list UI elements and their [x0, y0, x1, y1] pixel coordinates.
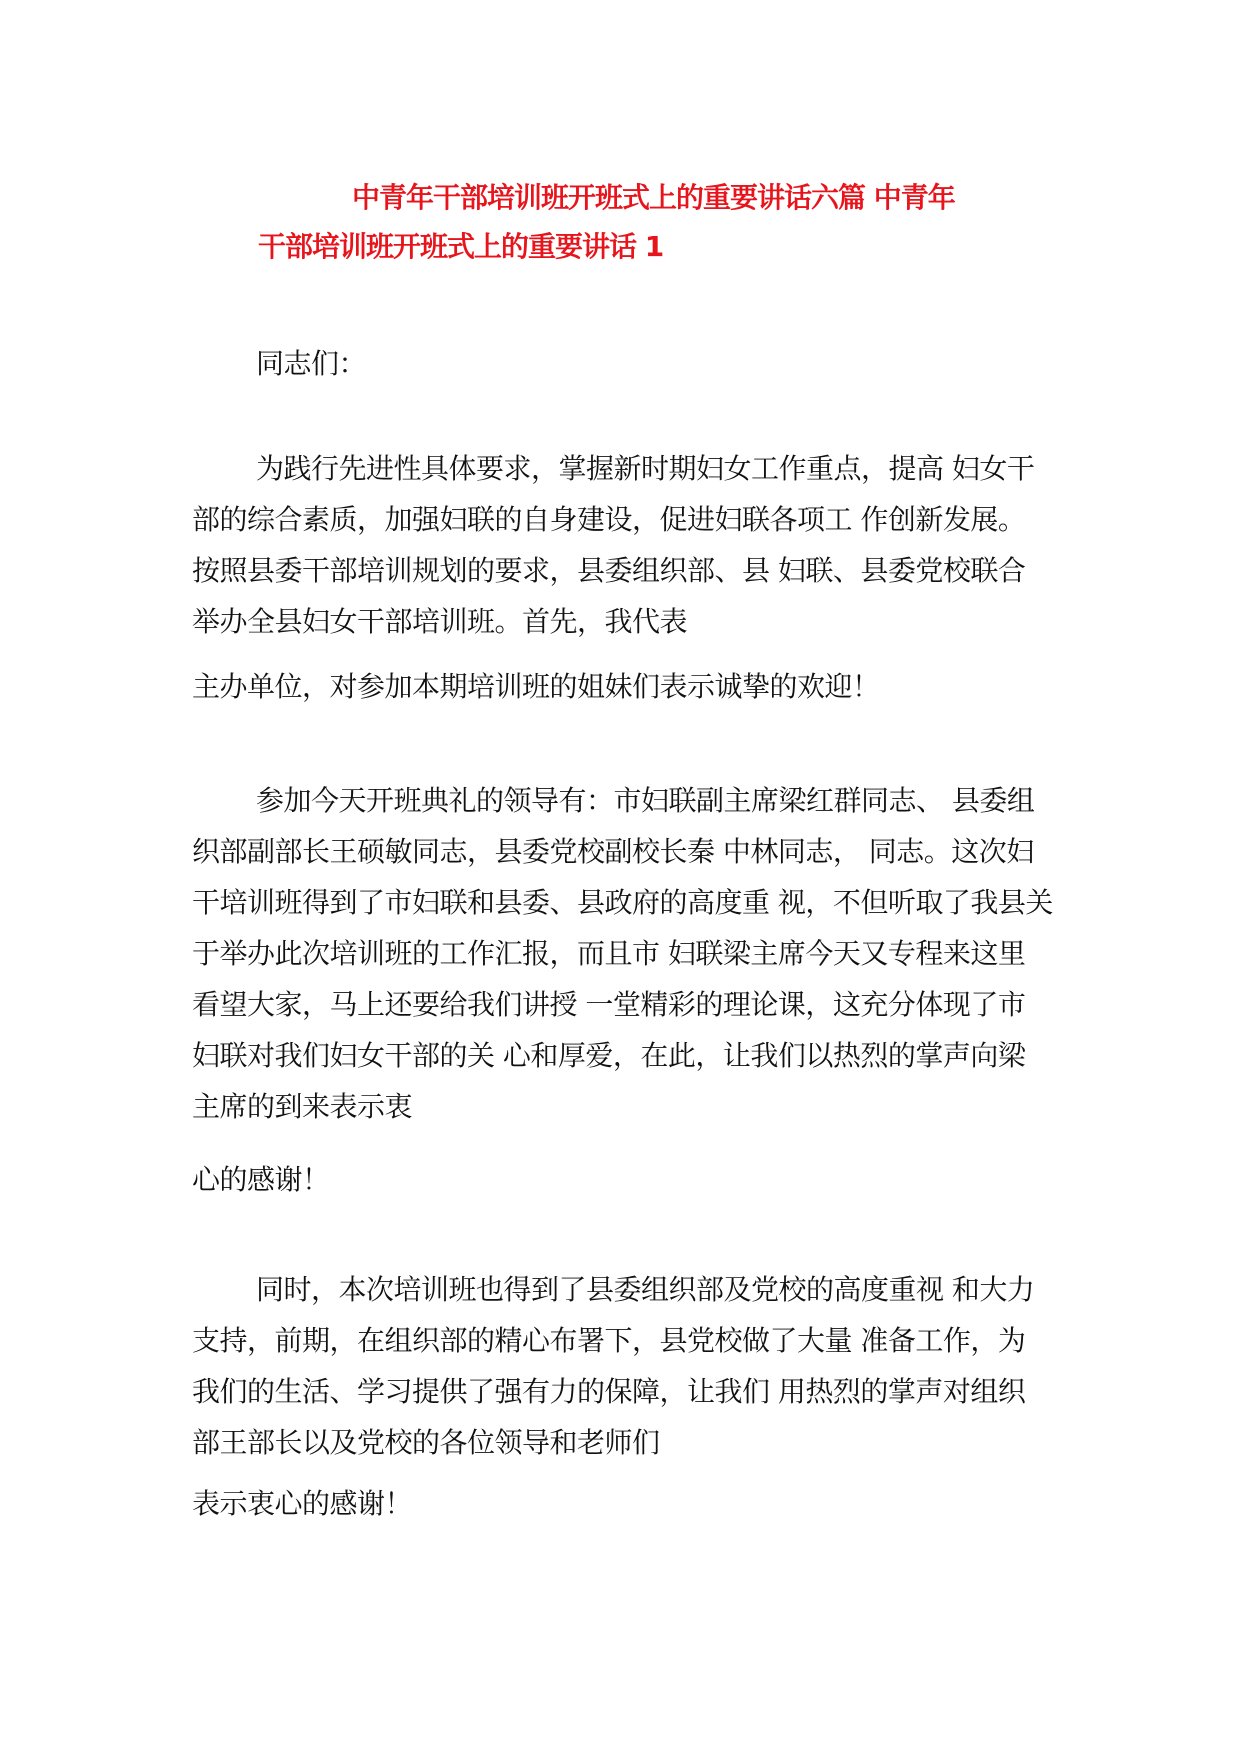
paragraph-2-continuation-line: 心的感谢！: [192, 1163, 330, 1196]
paragraph-2-line: 织部副部长王硕敏同志，县委党校副校长秦 中林同志， 同志。这次妇: [192, 835, 1034, 868]
paragraph-1-continuation-line: 主办单位，对参加本期培训班的姐妹们表示诚挚的欢迎！: [192, 670, 880, 703]
paragraph-2-line: 参加今天开班典礼的领导有：市妇联副主席梁红群同志、 县委组: [256, 784, 1035, 817]
paragraph-2-line: 主席的到来表示衷: [192, 1090, 413, 1123]
paragraph-3-line: 同时，本次培训班也得到了县委组织部及党校的高度重视 和大力: [256, 1273, 1035, 1306]
paragraph-2: [192, 775, 1072, 1132]
paragraph-3-continuation: [192, 1478, 1072, 1529]
paragraph-3-line: 我们的生活、学习提供了强有力的保障，让我们 用热烈的掌声对组织: [192, 1375, 1026, 1408]
paragraph-2-line: 妇联对我们妇女干部的关 心和厚爱，在此，让我们以热烈的掌声向梁: [192, 1039, 1026, 1072]
paragraph-3-line: 部王部长以及党校的各位领导和老师们: [192, 1426, 660, 1459]
paragraph-1-continuation: [192, 661, 1072, 712]
paragraph-1-line: 为践行先进性具体要求，掌握新时期妇女工作重点，提高 妇女干: [256, 452, 1035, 485]
paragraph-1-line: 按照县委干部培训规划的要求，县委组织部、县 妇联、县委党校联合: [192, 554, 1026, 587]
greeting-text: 同志们：: [256, 347, 367, 380]
paragraph-2-line: 于举办此次培训班的工作汇报，而且市 妇联梁主席今天又专程来这里: [192, 937, 1026, 970]
document-title-line-2: 干部培训班开班式上的重要讲话 1: [258, 230, 664, 263]
greeting: [192, 338, 1072, 389]
paragraph-1: [192, 443, 1072, 647]
paragraph-2-line: 干培训班得到了市妇联和县委、县政府的高度重 视，不但听取了我县关: [192, 886, 1053, 919]
paragraph-2-continuation: [192, 1154, 1072, 1205]
paragraph-3-line: 支持，前期，在组织部的精心布署下，县党校做了大量 准备工作，为: [192, 1324, 1026, 1357]
paragraph-1-line: 部的综合素质，加强妇联的自身建设，促进妇联各项工 作创新发展。: [192, 503, 1026, 536]
paragraph-3-continuation-line: 表示衷心的感谢！: [192, 1487, 413, 1520]
paragraph-2-line: 看望大家，马上还要给我们讲授 一堂精彩的理论课，这充分体现了市: [192, 988, 1026, 1021]
document-title-line-1: 中青年干部培训班开班式上的重要讲话六篇 中青年: [352, 181, 955, 214]
paragraph-3: [192, 1264, 1072, 1468]
paragraph-1-line: 举办全县妇女干部培训班。首先，我代表: [192, 605, 688, 638]
